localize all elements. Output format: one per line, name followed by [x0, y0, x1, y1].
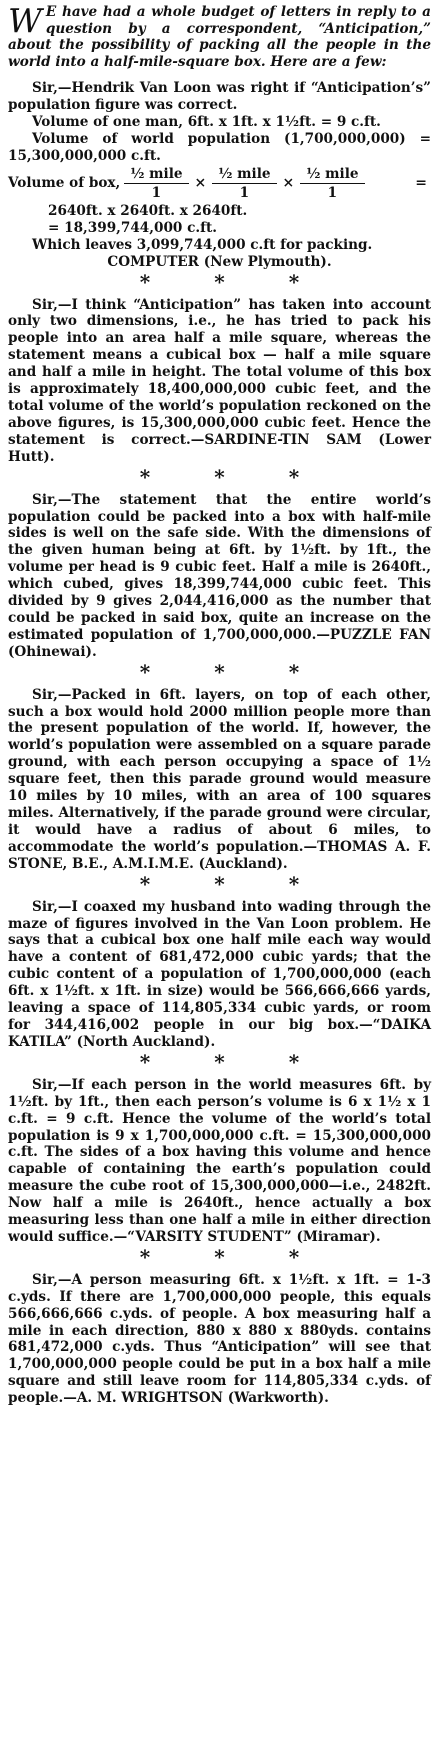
letter-1-cube: 2640ft. x 2640ft. x 2640ft. [48, 202, 248, 219]
section-divider [8, 464, 431, 489]
section-divider [8, 1244, 431, 1269]
letter-daika-katila [8, 899, 431, 1051]
divider-star: * [214, 659, 225, 684]
intro-text: E have had a whole budget of letters in reply to a question by a correspondent, “Anticipation,” about the possibility of packing all the people in the world into a half-mile-square box. Here are a few: [8, 4, 431, 70]
letter-1-remainder: Which leaves 3,099,744,000 c.ft for packing. [32, 236, 373, 253]
divider-star: * [214, 1244, 225, 1269]
letter-sardine-tin [8, 297, 431, 466]
divider-star: * [214, 1049, 225, 1074]
letter-thomas-stone [8, 687, 431, 873]
section-divider [8, 1049, 431, 1074]
section-divider [8, 871, 431, 896]
divider-star: * [139, 1049, 151, 1074]
drop-cap: W [8, 1, 42, 40]
letter-1-man-volume: Volume of one man, 6ft. x 1ft. x 1½ft. = 9 c.ft. [32, 114, 381, 131]
letter-4-text: Sir,—Packed in 6ft. layers, on top of each other, such a box would hold 2000 million people more than the present population of the world. If, however, the world’s population were assembled on a square parade ground, with each person occupying a space of 1½ square feet, then this parade ground would measure 10 miles by 10 miles, with an area of 100 squares miles. Alternatively, if the parade ground were circular, it would have a radius of about 6 miles, to accommodate the world’s population.—THOMAS A. F. STONE, B.E., A.M.I.M.E. (Auckland). [8, 686, 431, 872]
divider-star: * [214, 871, 225, 896]
letter-wrightson [8, 1272, 431, 1407]
divider-star: * [288, 871, 300, 896]
letter-3-text: Sir,—The statement that the entire world’s population could be packed into a box with half-mile sides is well on the safe side. With the dimensions of the given human being at 6ft. by 1½ft. by 1ft., the volume per head is 9 cubic feet. Half a mile is 2640ft., which cubed, gives 18,399,744,000 cubic feet. This divided by 9 gives 2,044,416,000 as the number that could be packed in said box, quite an increase on the estimated population of 1,700,000,000.—PUZZLE FAN (Ohinewai). [8, 491, 431, 660]
intro-paragraph [8, 0, 431, 70]
divider-star: * [214, 464, 225, 489]
box-volume-label: Volume of box, [8, 175, 121, 192]
fraction-1-denominator: 1 [151, 185, 162, 202]
divider-star: * [139, 464, 151, 489]
equals-sign: = [415, 175, 427, 192]
divider-star: * [288, 464, 300, 489]
section-divider [8, 269, 431, 294]
fraction-2-numerator: ½ mile [212, 166, 276, 184]
letter-1-opening: Sir,—Hendrik Van Loon was right if “Anticipation’s” population figure was correct. [8, 80, 431, 114]
letter-varsity-student [8, 1077, 431, 1246]
section-divider [8, 659, 431, 684]
letter-7-text: Sir,—A person measuring 6ft. x 1½ft. x 1ft. = 1-3 c.yds. If there are 1,700,000,000 people, this equals 566,666,666 c.yds. of people. A box measuring half a mile in each direction, 880 x 880 x 880yds. contains 681,472,000 c.yds. Thus “Anticipation” will see that 1,700,000,000 people could be put in a box half a mile square and still leave room for 114,805,334 c.yds. of people.—A. M. WRIGHTSON (Warkworth). [8, 1271, 431, 1407]
divider-star: * [288, 1049, 300, 1074]
fraction-2 [212, 166, 276, 201]
fraction-2-denominator: 1 [239, 185, 250, 202]
box-volume-formula [8, 165, 431, 203]
divider-star: * [288, 1244, 300, 1269]
letter-computer [8, 80, 431, 270]
fraction-3-denominator: 1 [327, 185, 338, 202]
letter-1-cube-result: = 18,399,744,000 c.ft. [48, 219, 217, 236]
divider-star: * [139, 269, 151, 294]
letter-2-text: Sir,—I think “Anticipation” has taken into account only two dimensions, i.e., he has tried to pack his people into an area half a mile square, whereas the statement means a cubical box — half a mile square and half a mile in height. The total volume of this box is approximately 18,400,000,000 cubic feet, and the total volume of the world’s population reckoned on the above figures, is 15,300,000,000 cubic feet. Hence the statement is correct.—SARDINE-TIN SAM (Lower Hutt). [8, 296, 431, 465]
divider-star: * [214, 269, 225, 294]
fraction-3-numerator: ½ mile [300, 166, 364, 184]
divider-star: * [139, 659, 151, 684]
letter-puzzle-fan [8, 492, 431, 661]
fraction-1 [124, 166, 188, 201]
letter-1-world-volume: Volume of world population (1,700,000,000) = 15,300,000,000 c.ft. [8, 131, 431, 164]
fraction-3 [300, 166, 364, 201]
divider-star: * [288, 269, 300, 294]
divider-star: * [139, 1244, 151, 1269]
letter-6-text: Sir,—If each person in the world measures 6ft. by 1½ft. by 1ft., then each person’s volume is 6 x 1½ x 1 c.ft. = 9 c.ft. Hence the volume of the world’s total population is 9 x 1,700,000,000 c.ft. = 15,300,000,000 c.ft. The sides of a box having this volume and hence capable of containing the earth’s population could measure the cube root of 15,300,000,000—i.e., 2482ft. Now half a mile is 2640ft., hence actually a box measuring less than one half a mile in either direction would suffice.—“VARSITY STUDENT” (Miramar). [8, 1076, 431, 1245]
times-sign-1: × [194, 175, 207, 192]
fraction-1-numerator: ½ mile [124, 166, 188, 184]
letter-5-text: Sir,—I coaxed my husband into wading through the maze of figures involved in the Van Loon problem. He says that a cubical box one half mile each way would have a content of 681,472,000 cubic yards; that the cubic content of a population of 1,700,000,000 (each 6ft. x 1½ft. x 1ft. in size) would be 566,666,666 yards, leaving a space of 114,805,334 cubic yards, or room for 344,416,002 people in our big box.—“DAIKA KATILA” (North Auckland). [8, 898, 431, 1050]
letter-1-signature: COMPUTER (New Plymouth). [107, 253, 332, 270]
divider-star: * [288, 659, 300, 684]
divider-star: * [139, 871, 151, 896]
times-sign-2: × [282, 175, 295, 192]
